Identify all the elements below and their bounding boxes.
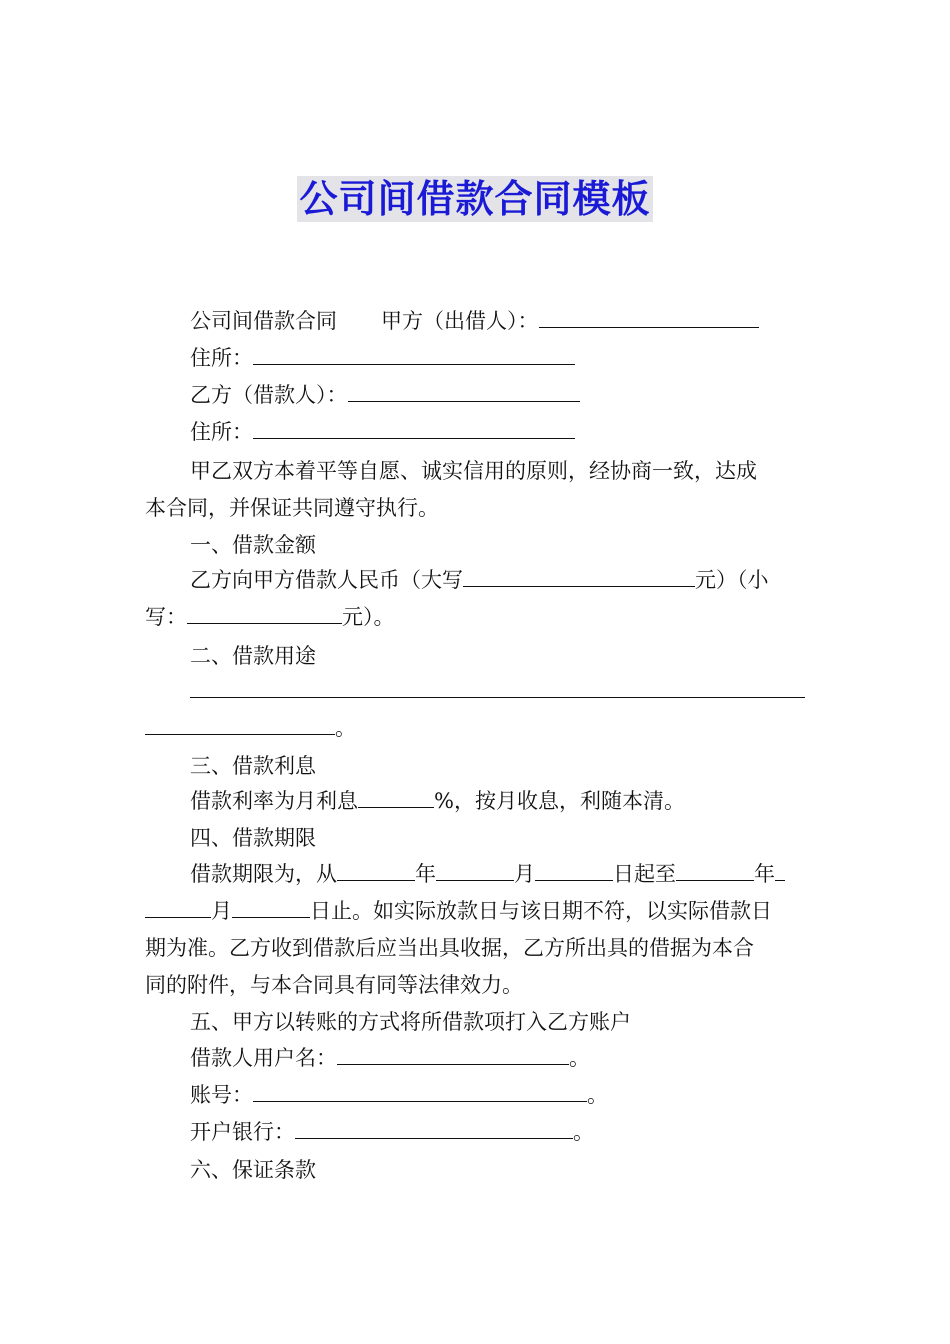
party-a-line (190, 307, 805, 335)
account-no-label: 账号： (190, 1083, 253, 1107)
term-line-4: 同的附件，与本合同具有同等法律效力。 (145, 973, 523, 997)
purpose-end: 。 (335, 716, 356, 740)
address-label: 住所： (190, 420, 253, 444)
party-b-line (190, 381, 805, 409)
interest-rate-blank[interactable] (358, 787, 434, 808)
section-3-heading: 三、借款利息 (190, 754, 316, 778)
party-b-blank[interactable] (348, 381, 580, 402)
account-no-end: 。 (587, 1083, 608, 1107)
term-line-2 (145, 897, 805, 925)
end-year-blank[interactable] (676, 860, 754, 881)
amount-text-d: 元）。 (342, 605, 395, 629)
amount-line (190, 566, 805, 594)
amount-text-a: 乙方向甲方借款人民币（大写 (190, 568, 463, 592)
purpose-line-1 (190, 677, 805, 705)
bank-blank[interactable] (295, 1118, 573, 1139)
term-text-a: 借款期限为，从 (190, 862, 337, 886)
party-a-blank[interactable] (539, 307, 759, 328)
end-month-blank[interactable] (145, 897, 211, 918)
end-day-blank[interactable] (232, 897, 310, 918)
account-name-label: 借款人用户名： (190, 1046, 337, 1070)
bank-label: 开户银行： (190, 1120, 295, 1144)
section-6-heading: 六、保证条款 (190, 1158, 316, 1182)
intro-line-2: 本合同，并保证共同遵守执行。 (145, 496, 439, 520)
start-month-blank[interactable] (436, 860, 514, 881)
end-month-blank-start[interactable] (775, 860, 785, 881)
account-no-line (190, 1081, 805, 1109)
interest-text-b: %，按月收息，利随本清。 (434, 789, 685, 813)
amount-line-2 (145, 603, 805, 631)
amount-number-blank[interactable] (187, 603, 342, 624)
party-b-address-blank[interactable] (253, 418, 575, 439)
month-label: 月 (514, 862, 535, 886)
amount-text-b: 元）（小 (695, 568, 769, 592)
account-no-blank[interactable] (253, 1081, 587, 1102)
month-label: 月 (211, 899, 232, 923)
party-a-address-blank[interactable] (253, 344, 575, 365)
section-1-heading: 一、借款金额 (190, 533, 316, 557)
term-text-end: 日止。如实际放款日与该日期不符，以实际借款日 (310, 899, 772, 923)
amount-capital-blank[interactable] (463, 566, 695, 587)
party-b-label: 乙方（借款人）： (190, 383, 348, 407)
party-a-address-line (190, 344, 805, 372)
intro-line-1: 甲乙双方本着平等自愿、诚实信用的原则，经协商一致，达成 (190, 459, 757, 483)
purpose-blank-1[interactable] (190, 677, 805, 698)
section-5-heading: 五、甲方以转账的方式将所借款项打入乙方账户 (190, 1010, 631, 1034)
interest-text-a: 借款利率为月利息 (190, 789, 358, 813)
start-day-blank[interactable] (535, 860, 613, 881)
section-4-heading: 四、借款期限 (190, 826, 316, 850)
term-line-1 (190, 860, 805, 888)
interest-line (190, 787, 805, 815)
purpose-line-2 (145, 714, 805, 742)
party-b-address-line (190, 418, 805, 446)
address-label: 住所： (190, 346, 253, 370)
title-wrap (0, 176, 950, 222)
account-name-blank[interactable] (337, 1044, 569, 1065)
amount-text-c: 写： (145, 605, 187, 629)
day-from-label: 日起至 (613, 862, 676, 886)
start-year-blank[interactable] (337, 860, 415, 881)
contract-name: 公司间借款合同 (190, 309, 337, 333)
bank-end: 。 (573, 1120, 594, 1144)
year-label: 年 (754, 862, 775, 886)
term-line-3: 期为准。乙方收到借款后应当出具收据，乙方所出具的借据为本合 (145, 936, 754, 960)
account-name-line (190, 1044, 805, 1072)
purpose-blank-2[interactable] (145, 714, 335, 735)
bank-line (190, 1118, 805, 1146)
party-a-label: 甲方（出借人）： (381, 309, 539, 333)
year-label: 年 (415, 862, 436, 886)
document-title: 公司间借款合同模板 (299, 177, 651, 221)
account-name-end: 。 (569, 1046, 590, 1070)
section-2-heading: 二、借款用途 (190, 644, 316, 668)
